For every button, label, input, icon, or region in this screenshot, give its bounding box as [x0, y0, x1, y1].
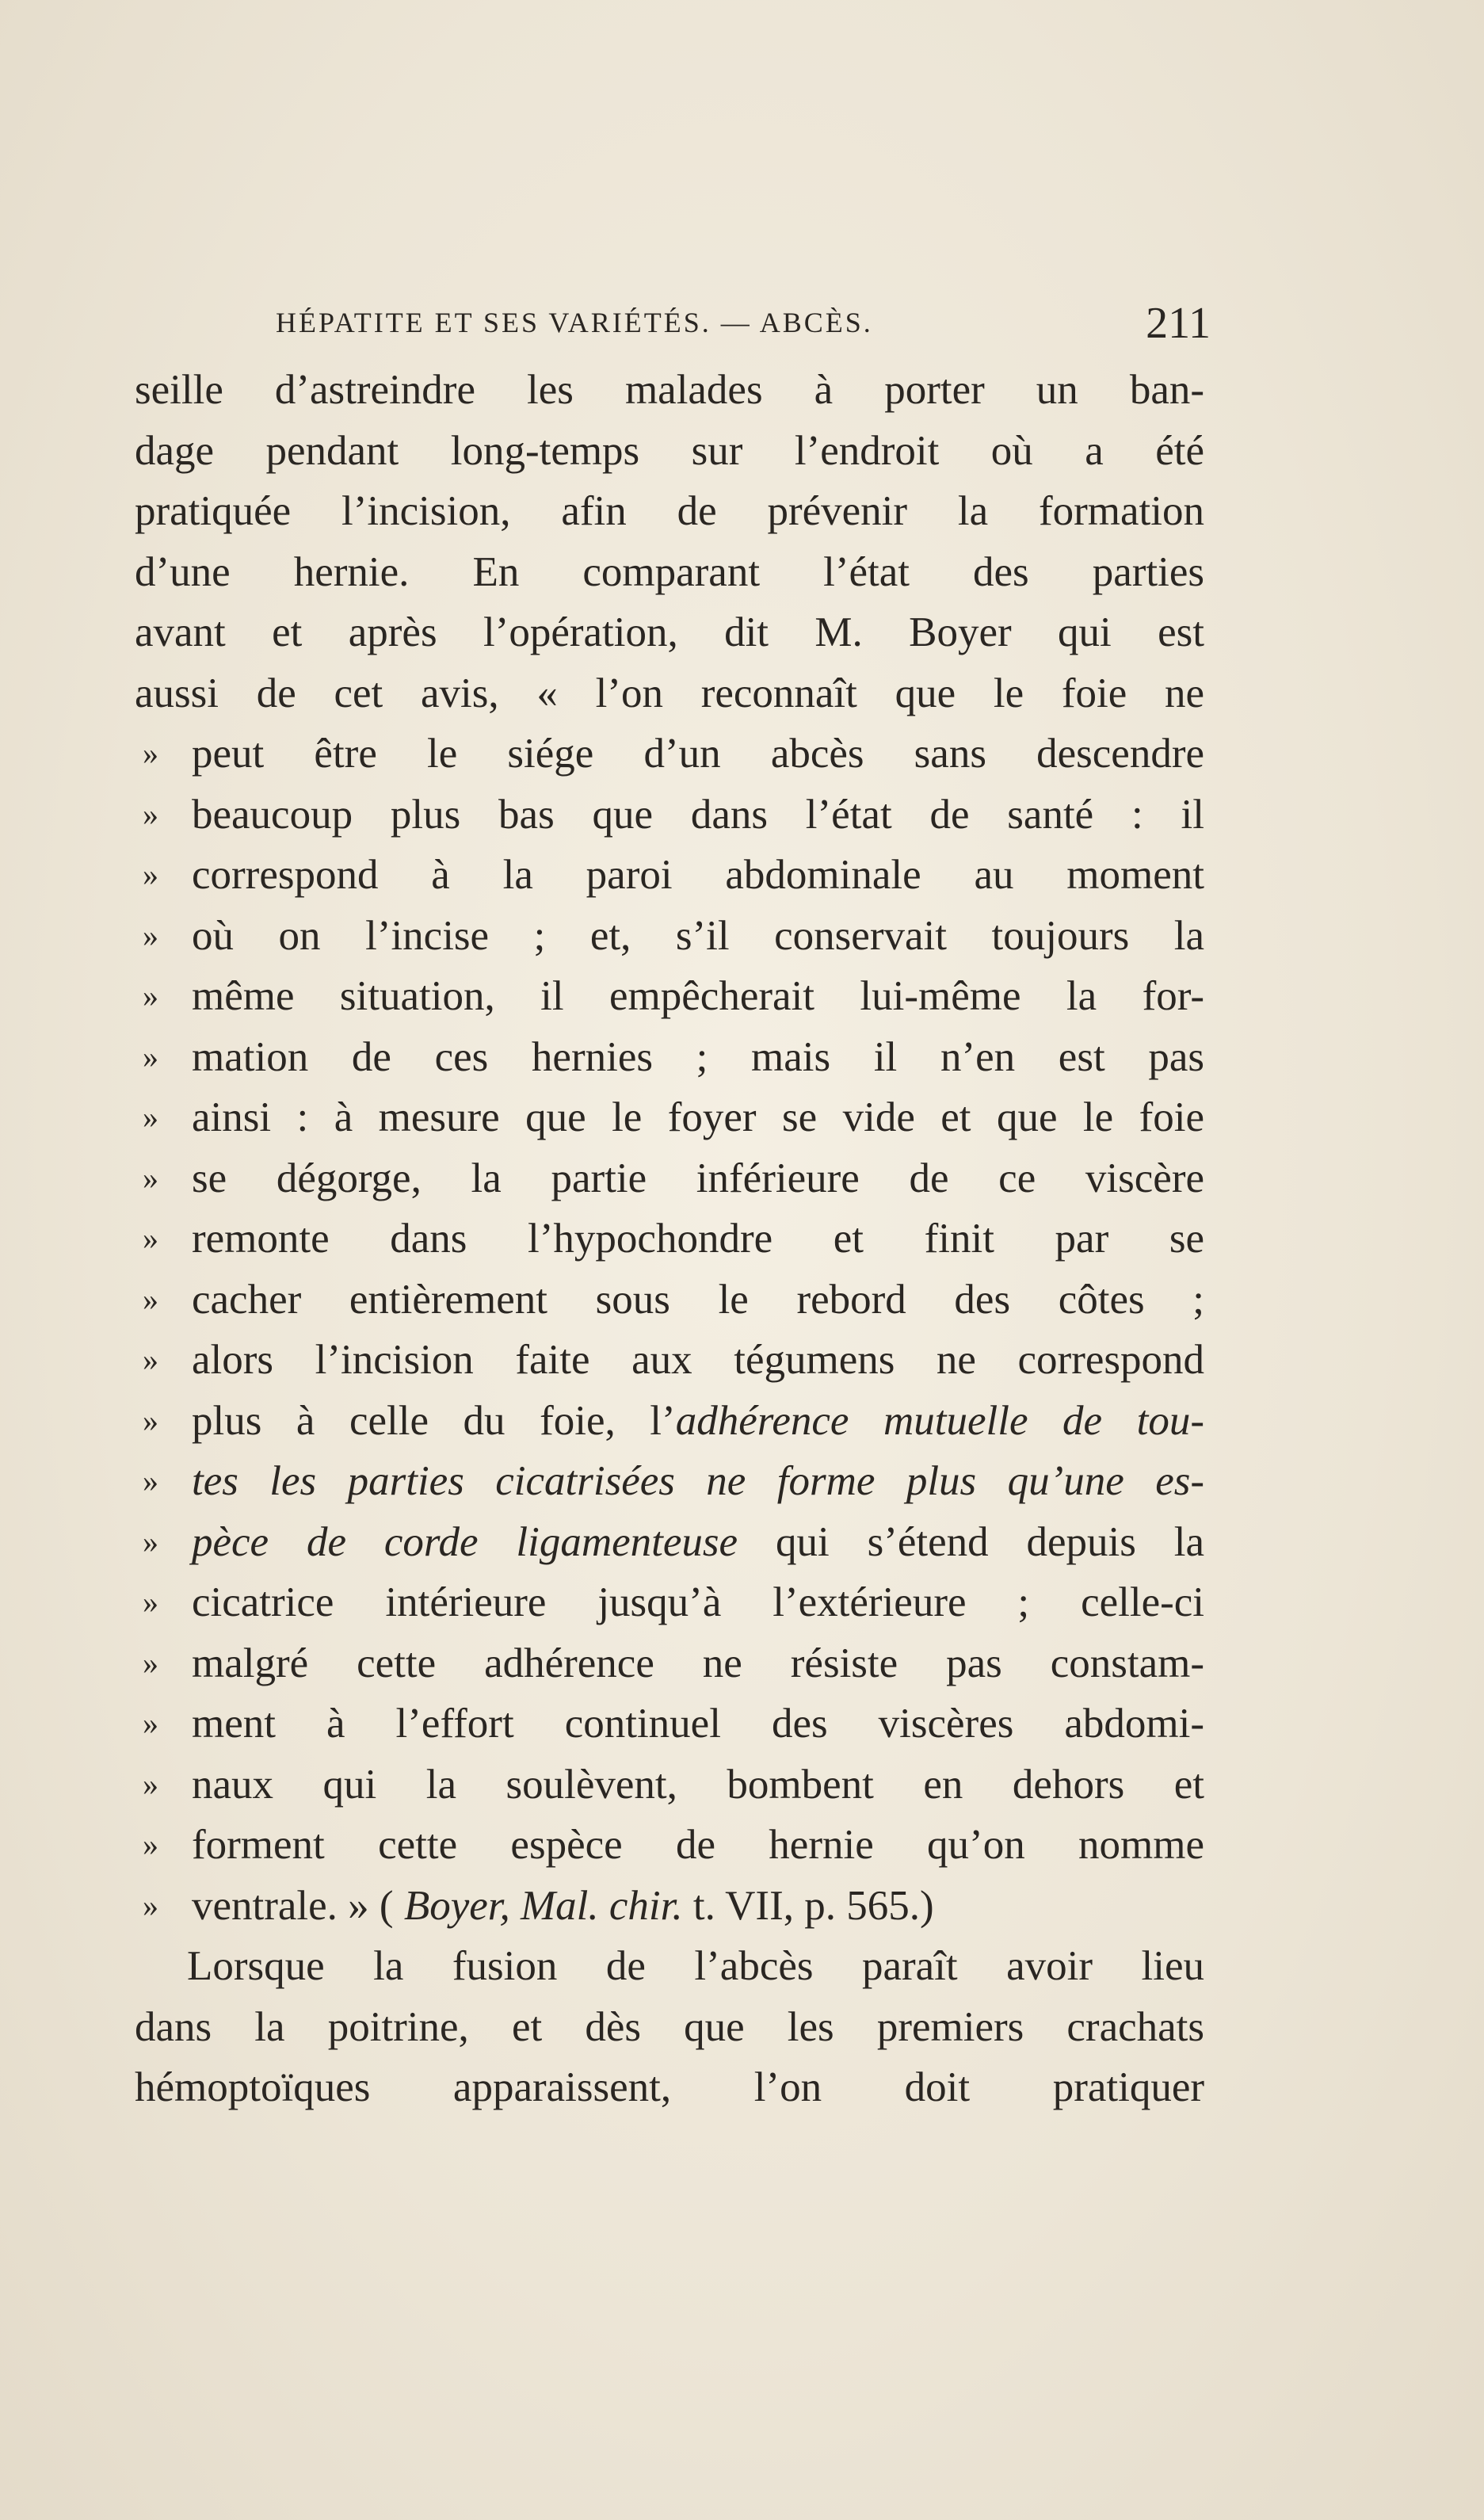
text-line: [135, 1936, 1204, 1997]
line-content: [192, 845, 1204, 906]
quote-mark: »: [143, 1827, 158, 1862]
line-content: [135, 481, 1204, 542]
text-line: [135, 1693, 1204, 1754]
text-line: [135, 421, 1204, 482]
text-line: [135, 1815, 1204, 1876]
quote-mark: »: [143, 857, 158, 892]
line-content: [192, 724, 1204, 785]
quote-mark: »: [143, 917, 158, 953]
line-content: [135, 1997, 1204, 2058]
line-text: naux qui la soulèvent, bombent en dehors et: [192, 1761, 1204, 1808]
line-text: d’une hernie. En comparant l’état des parties: [135, 548, 1204, 595]
line-text: plus à celle du foie, l’: [192, 1397, 676, 1444]
line-content: [192, 1572, 1204, 1633]
line-text: ventrale. » (: [192, 1882, 404, 1929]
line-content: [192, 1208, 1204, 1270]
quote-mark: »: [143, 1281, 158, 1317]
line-text: malgré cette adhérence ne résiste pas constam-: [192, 1640, 1204, 1686]
text-line: [135, 1148, 1204, 1209]
line-content: [135, 360, 1204, 421]
text-line: [135, 1391, 1204, 1452]
line-text: correspond à la paroi abdominale au moment: [192, 852, 1204, 898]
quote-mark: »: [143, 1523, 158, 1560]
line-content: [135, 2057, 1204, 2118]
text-line: [135, 845, 1204, 906]
line-text: même situation, il empêcherait lui-même la for-: [192, 973, 1204, 1019]
quote-mark: »: [143, 1644, 158, 1681]
line-text: t. VII, p. 565.): [682, 1882, 934, 1929]
line-content: [192, 1815, 1204, 1876]
text-line: [135, 602, 1204, 663]
line-text: dans la poitrine, et dès que les premiers crachats: [135, 2003, 1204, 2050]
line-content: [192, 1148, 1204, 1209]
line-content: [192, 1027, 1204, 1088]
text-line: [135, 542, 1204, 603]
line-text: dage pendant long-temps sur l’endroit où a été: [135, 427, 1204, 474]
line-content: [192, 1754, 1204, 1816]
text-line: [135, 2057, 1204, 2118]
line-content: [192, 1391, 1204, 1452]
line-text: ment à l’effort continuel des viscères abdomi-: [192, 1701, 1204, 1747]
text-line: [135, 1876, 1204, 1937]
text-line: [135, 1087, 1204, 1148]
line-content: [192, 966, 1204, 1027]
quote-mark: »: [143, 1220, 158, 1256]
page-header: [276, 298, 1211, 353]
italic-text: Boyer, Mal. chir.: [403, 1882, 683, 1929]
line-text: Lorsque la fusion de l’abcès paraît avoir lieu: [187, 1943, 1204, 1989]
text-line: [135, 785, 1204, 846]
text-line: [135, 663, 1204, 724]
text-line: [135, 906, 1204, 967]
line-content: [192, 906, 1204, 967]
page-number: 211: [1146, 299, 1211, 348]
line-content: [192, 1512, 1204, 1573]
line-content: [192, 1633, 1204, 1694]
line-text: forment cette espèce de hernie qu’on nomme: [192, 1822, 1204, 1868]
line-text: alors l’incision faite aux tégumens ne correspond: [192, 1337, 1204, 1383]
line-content: [135, 421, 1204, 482]
text-line: [135, 360, 1204, 421]
line-text: aussi de cet avis, « l’on reconnaît que le foie ne: [135, 670, 1204, 716]
line-text: se dégorge, la partie inférieure de ce viscère: [192, 1155, 1204, 1201]
running-head: HÉPATITE ET SES VARIÉTÉS. — ABCÈS.: [276, 307, 873, 338]
line-text: où on l’incise ; et, s’il conservait toujours la: [192, 912, 1204, 959]
quote-mark: »: [143, 1099, 158, 1135]
quote-mark: »: [143, 1402, 158, 1438]
line-content: [192, 785, 1204, 846]
quote-mark: »: [143, 796, 158, 832]
line-content: [192, 1876, 1204, 1937]
line-text: qui s’étend depuis la: [738, 1518, 1204, 1565]
line-text: avant et après l’opération, dit M. Boyer qui est: [135, 609, 1204, 655]
text-line: [135, 1512, 1204, 1573]
text-line: [135, 1754, 1204, 1816]
quote-mark: »: [143, 1463, 158, 1499]
text-line: [135, 1633, 1204, 1694]
text-line: [135, 724, 1204, 785]
quote-mark: »: [143, 1584, 158, 1620]
line-content: [135, 542, 1204, 603]
quote-mark: »: [143, 735, 158, 771]
line-text: hémoptoïques apparaissent, l’on doit pratiquer: [135, 2064, 1204, 2110]
italic-text: pèce de corde ligamenteuse: [192, 1518, 738, 1565]
line-content: [135, 1936, 1204, 1997]
line-text: cicatrice intérieure jusqu’à l’extérieure ; celle-ci: [192, 1579, 1204, 1625]
line-content: [135, 602, 1204, 663]
line-text: remonte dans l’hypochondre et finit par se: [192, 1216, 1204, 1262]
text-line: [135, 1997, 1204, 2058]
quote-mark: »: [143, 1342, 158, 1377]
line-text: cacher entièrement sous le rebord des côtes ;: [192, 1276, 1204, 1323]
line-text: beaucoup plus bas que dans l’état de santé : il: [192, 791, 1204, 838]
italic-text: adhérence mutuelle de tou-: [675, 1397, 1204, 1444]
line-content: [192, 1270, 1204, 1331]
text-line: [135, 1451, 1204, 1512]
text-line: [135, 481, 1204, 542]
line-text: ainsi : à mesure que le foyer se vide et que le foie: [192, 1094, 1204, 1140]
line-content: [192, 1087, 1204, 1148]
line-text: pratiquée l’incision, afin de prévenir la formation: [135, 488, 1204, 534]
quote-mark: »: [143, 978, 158, 1014]
line-content: [192, 1693, 1204, 1754]
quote-mark: »: [143, 1159, 158, 1196]
quote-mark: »: [143, 1887, 158, 1923]
quote-mark: »: [143, 1766, 158, 1802]
text-line: [135, 1330, 1204, 1391]
line-text: peut être le siége d’un abcès sans descendre: [192, 731, 1204, 777]
line-text: seille d’astreindre les malades à porter un ban-: [135, 367, 1204, 413]
quote-mark: »: [143, 1705, 158, 1741]
text-line: [135, 1027, 1204, 1088]
line-content: [192, 1451, 1204, 1512]
text-line: [135, 966, 1204, 1027]
line-text: mation de ces hernies ; mais il n’en est pas: [192, 1033, 1204, 1080]
line-content: [192, 1330, 1204, 1391]
text-line: [135, 1270, 1204, 1331]
quote-mark: »: [143, 1038, 158, 1075]
italic-text: tes les parties cicatrisées ne forme plus qu’une es-: [192, 1458, 1204, 1504]
body-text: [135, 360, 1204, 2118]
text-line: [135, 1572, 1204, 1633]
text-line: [135, 1208, 1204, 1270]
line-content: [135, 663, 1204, 724]
